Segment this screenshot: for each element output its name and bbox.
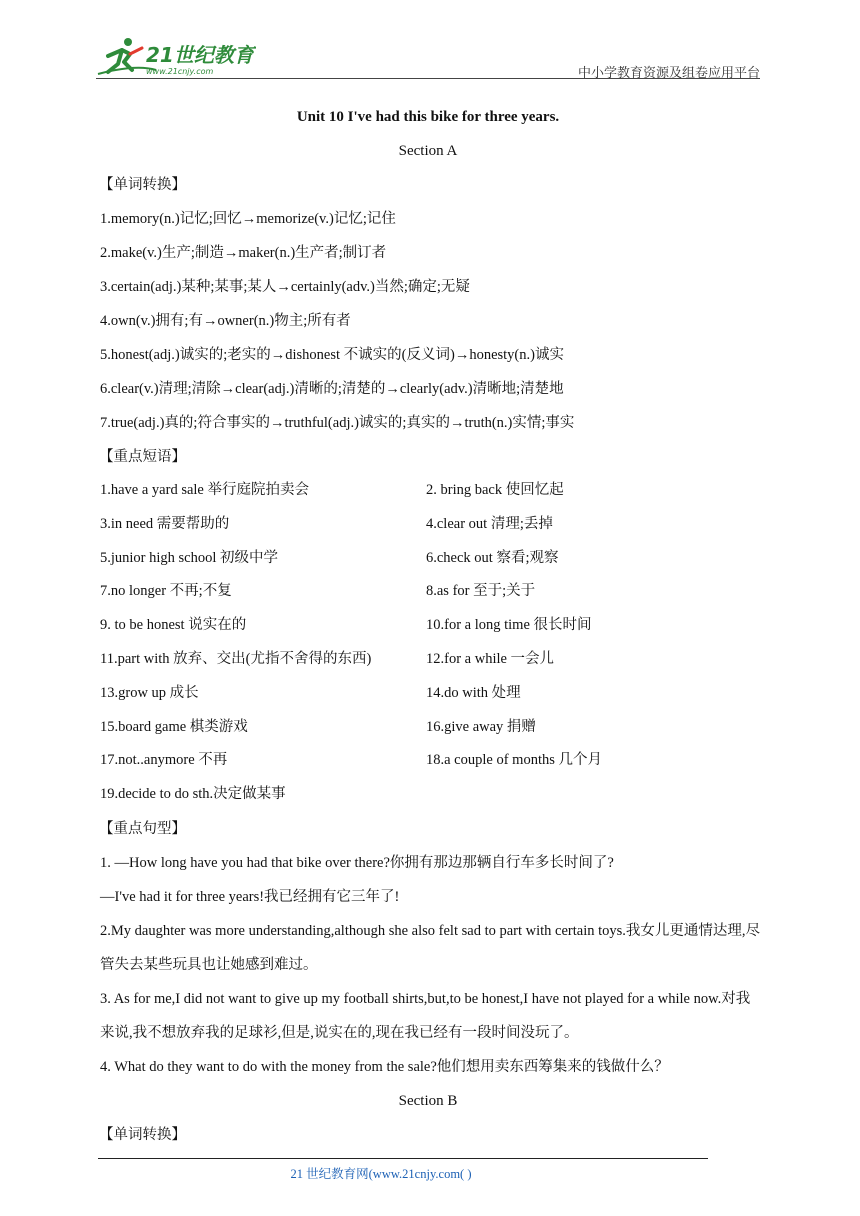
word-item: 7.true(adj.)真的;符合事实的→truthful(adj.)诚实的;真实的→truth(n.)实情;事实: [100, 415, 575, 431]
phrase-item: 10.for a long time 很长时间: [426, 617, 592, 634]
phrase-item: 13.grow up 成长: [100, 684, 199, 701]
word-item: 2.make(v.)生产;制造→maker(n.)生产者;制订者: [100, 245, 387, 261]
header-platform-name: 中小学教育资源及组卷应用平台: [577, 66, 760, 81]
section-a-heading: Section A: [398, 143, 458, 159]
header-divider: [96, 78, 760, 79]
phrase-item: 5.junior high school 初级中学: [100, 549, 279, 566]
word-item: 6.clear(v.)清理;清除→clear(adj.)清晰的;清楚的→clearly(adv.)清晰地;清楚地: [100, 381, 564, 397]
phrase-item: 14.do with 处理: [426, 684, 521, 701]
sentence-item: —I've had it for three years!我已经拥有它三年了!: [100, 888, 400, 905]
phrase-item: 2. bring back 使回忆起: [426, 482, 564, 498]
key-phrases-heading: 【重点短语】: [99, 449, 186, 465]
phrase-item: 19.decide to do sth.决定做某事: [100, 786, 286, 803]
phrase-list: [100, 474, 764, 812]
word-item: 1.memory(n.)记忆;回忆→memorize(v.)记忆;记住: [100, 211, 396, 227]
phrase-item: 8.as for 至于;关于: [426, 583, 536, 600]
word-conversion-heading: 【单词转换】: [99, 177, 186, 193]
phrase-item: 12.for a while 一会儿: [426, 650, 555, 667]
word-item: 3.certain(adj.)某种;某事;某人→certainly(adv.)当然;确定;无疑: [100, 279, 470, 295]
phrase-item: 7.no longer 不再;不复: [100, 583, 232, 600]
unit-title: Unit 10 I've had this bike for three years.: [296, 109, 560, 125]
footer-link[interactable]: 21 世纪教育网(www.21cnjy.com( ): [290, 1167, 472, 1181]
sentence-item: 1. —How long have you had that bike over there?你拥有那边那辆自行车多长时间了?: [100, 854, 614, 871]
phrase-item: 6.check out 察看;观察: [426, 549, 559, 566]
logo-21cnjy: [96, 34, 256, 78]
page-header: [96, 28, 760, 80]
phrase-item: 15.board game 棋类游戏: [100, 718, 248, 735]
word-conversion-heading-b: 【单词转换】: [99, 1126, 186, 1143]
section-b-heading: Section B: [398, 1092, 458, 1109]
phrase-item: 3.in need 需要帮助的: [100, 515, 230, 532]
phrase-item: 9. to be honest 说实在的: [100, 617, 247, 634]
phrase-item: 11.part with 放弃、交出(尤指不舍得的东西): [100, 650, 372, 667]
sentence-item: 3. As for me,I did not want to give up my football shirts,but,to be honest,I have not played for a while now.对我来说,我不想放弃我的足球衫,但是,说实在的,现在我已经有一段时间没玩了。: [100, 990, 751, 1041]
footer-divider: [98, 1158, 708, 1159]
document-body: [100, 100, 764, 1152]
phrase-item: 16.give away 捐赠: [426, 718, 536, 735]
word-item: 4.own(v.)拥有;有→owner(n.)物主;所有者: [100, 313, 351, 329]
svg-text:www.21cnjy.com: www.21cnjy.com: [146, 67, 214, 76]
phrase-item-empty: [426, 778, 726, 812]
key-sentences-heading: 【重点句型】: [99, 820, 186, 837]
phrase-item: 17.not..anymore 不再: [100, 752, 228, 769]
phrase-item: 18.a couple of months 几个月: [426, 752, 602, 769]
svg-text:21世纪教育: 21世纪教育: [146, 43, 254, 67]
phrase-item: 4.clear out 清理;丢掉: [426, 515, 553, 532]
word-item: 5.honest(adj.)诚实的;老实的→dishonest 不诚实的(反义词)→honesty(n.)诚实: [100, 347, 564, 363]
sentence-item: 4. What do they want to do with the money from the sale?他们想用卖东西筹集来的钱做什么？: [100, 1058, 669, 1075]
sentence-item: 2.My daughter was more understanding,although she also felt sad to part with certain toys.我女儿更通情达理,尽管失去某些玩具也让她感到难过。: [100, 922, 761, 973]
phrase-item: 1.have a yard sale 举行庭院拍卖会: [100, 482, 309, 498]
